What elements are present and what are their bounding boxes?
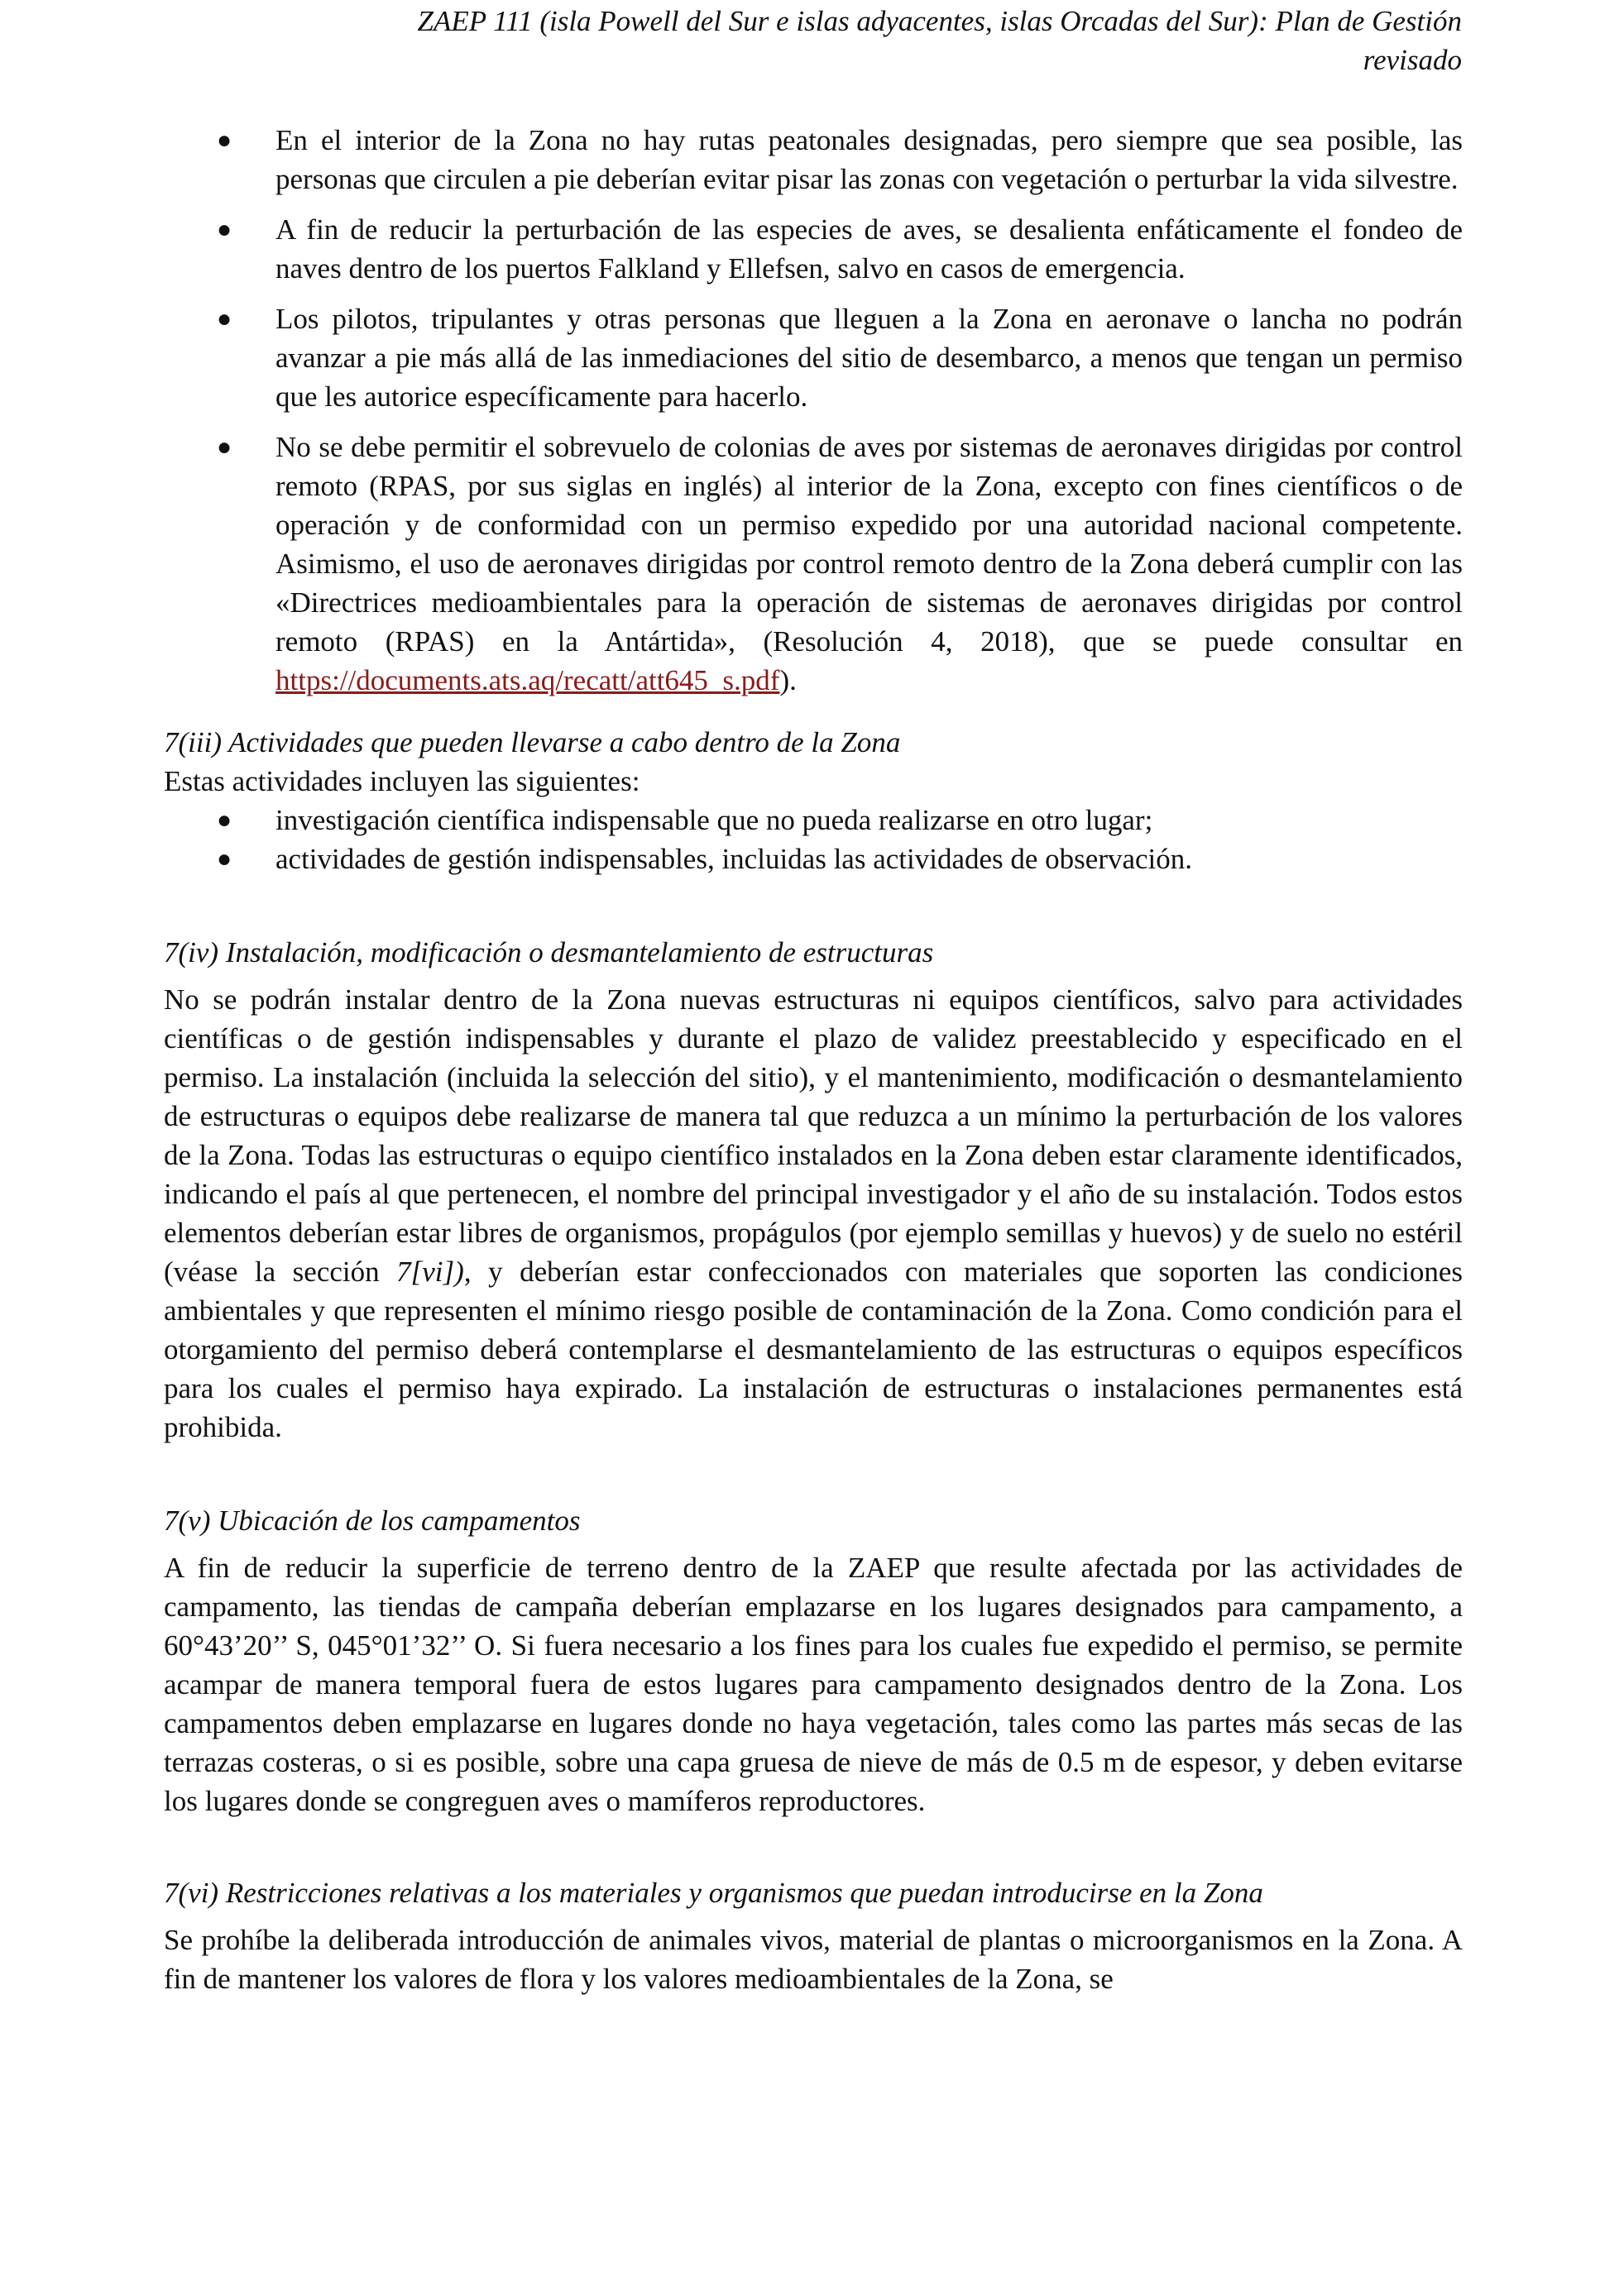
bullet-text: investigación científica indispensable que no pueda realizarse en otro lugar; [275,804,1153,836]
section-reference: 7[vi]) [396,1256,464,1288]
access-bullet-list [164,121,1463,700]
list-item [164,801,1463,839]
section-vi-paragraph: Se prohíbe la deliberada introducción de animales vivos, material de plantas o microorganismos en la Zona. A fin de mantener los valores de flora y los valores medioambientales de la Zona, se [164,1924,1463,1995]
bullet-icon: ● [217,806,232,834]
section-iv-text-end: , y deberían estar confeccionados con materiales que soporten las condiciones ambientales y que representen el mínimo riesgo posible de contaminación de la Zona. Como condición para el otorgamiento del permiso deberá contemplarse el desmantelamiento de las estructuras o equipos específicos para los cuales el permiso haya expirado. La instalación de estructuras o instalaciones permanentes está prohibida. [164,1256,1463,1443]
header-title-line1: ZAEP 111 (isla Powell del Sur e islas adyacentes, islas Orcadas del Sur): Plan de Gestión [417,5,1462,37]
section-heading-v: 7(v) Ubicación de los campamentos [164,1504,581,1537]
bullet-icon: ● [217,845,232,873]
rpas-bullet-closing: ). [779,664,797,696]
list-item [164,210,1463,288]
list-item [164,299,1463,416]
list-item [164,839,1463,878]
rpas-bullet-text: No se debe permitir el sobrevuelo de colonias de aves por sistemas de aeronaves dirigidas por control remoto (RPAS, por sus siglas en inglés) al interior de la Zona, excepto con fines científicos o de operación y de conformidad con un permiso expedido por una autoridad nacional competente. Asimismo, el uso de aeronaves dirigidas por control remoto dentro de la Zona deberá cumplir con las «Directrices medioambientales para la operación de sistemas de aeronaves dirigidas por control remoto (RPAS) en la Antártida», (Resolución 4, 2018), que se puede consultar en [275,431,1463,658]
section-heading-iii: 7(iii) Actividades que pueden llevarse a cabo dentro de la Zona [164,726,901,758]
bullet-icon: ● [217,216,232,243]
bullet-icon: ● [217,127,232,154]
bullet-text: En el interior de la Zona no hay rutas peatonales designadas, pero siempre que sea posible, las personas que circulen a pie deberían evitar pisar las zonas con vegetación o perturbar la vida silvestre. [275,124,1463,195]
section-iv-text-start: No se podrán instalar dentro de la Zona nuevas estructuras ni equipos científicos, salvo para actividades científicas o de gestión indispensables y durante el plazo de validez preestablecido y especificado en el permiso. La instalación (incluida la selección del sitio), y el mantenimiento, modificación o desmantelamiento de estructuras o equipos debe realizarse de manera tal que reduzca a un mínimo la perturbación de los valores de la Zona. Todas las estructuras o equipo científico instalados en la Zona deben estar claramente identificados, indicando el país al que pertenecen, el nombre del principal investigador y el año de su instalación. Todos estos elementos deberían estar libres de organismos, propágulos (por ejemplo semillas y huevos) y de suelo no estéril (véase la sección [164,983,1463,1288]
document-body [164,121,1463,1998]
running-header [138,2,1462,79]
bullet-icon: ● [217,433,232,461]
list-item [164,121,1463,199]
section-heading-iv: 7(iv) Instalación, modificación o desmantelamiento de estructuras [164,936,934,969]
header-title-line2: revisado [1363,44,1462,76]
section-iii-intro: Estas actividades incluyen las siguientes: [164,765,640,797]
activities-bullet-list [164,801,1463,878]
bullet-icon: ● [217,305,232,332]
section-iv-paragraph [164,980,1463,1447]
bullet-text: A fin de reducir la perturbación de las especies de aves, se desalienta enfáticamente el fondeo de naves dentro de los puertos Falkland y Ellefsen, salvo en casos de emergencia. [275,213,1463,285]
rpas-guidelines-link[interactable]: https://documents.ats.aq/recatt/att645_s.pdf [275,664,780,696]
bullet-text: actividades de gestión indispensables, incluidas las actividades de observación. [275,843,1193,875]
list-item [164,428,1463,700]
section-heading-vi: 7(vi) Restricciones relativas a los materiales y organismos que puedan introducirse en la Zona [164,1877,1263,1909]
section-v-paragraph: A fin de reducir la superficie de terreno dentro de la ZAEP que resulte afectada por las actividades de campamento, las tiendas de campaña deberían emplazarse en los lugares designados para campamento, a 60°43’20’’ S, 045°01’32’’ O. Si fuera necesario a los fines para los cuales fue expedido el permiso, se permite acampar de manera temporal fuera de estos lugares para campamento designados dentro de la Zona. Los campamentos deben emplazarse en lugares donde no haya vegetación, tales como las partes más secas de las terrazas costeras, o si es posible, sobre una capa gruesa de nieve de más de 0.5 m de espesor, y deben evitarse los lugares donde se congreguen aves o mamíferos reproductores. [164,1552,1463,1817]
bullet-text: Los pilotos, tripulantes y otras personas que lleguen a la Zona en aeronave o lancha no podrán avanzar a pie más allá de las inmediaciones del sitio de desembarco, a menos que tengan un permiso que les autorice específicamente para hacerlo. [275,303,1463,413]
